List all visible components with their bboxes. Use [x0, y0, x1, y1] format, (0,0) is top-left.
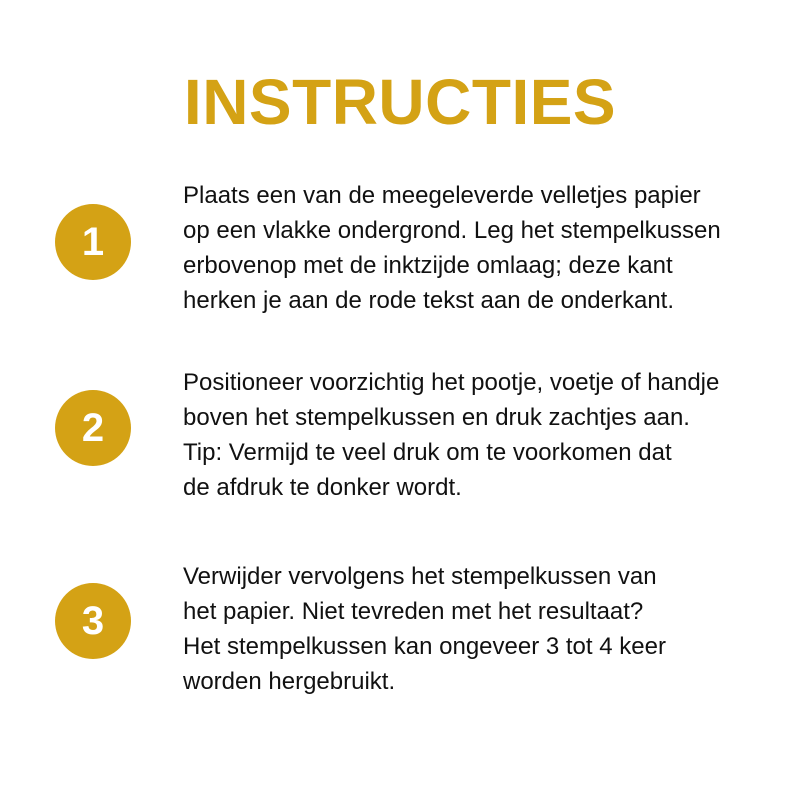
step-text-line: Het stempelkussen kan ongeveer 3 tot 4 keer — [183, 633, 666, 660]
step-number-badge: 3 — [55, 583, 131, 659]
step-description — [183, 178, 783, 318]
step-text-line: Tip: Vermijd te veel druk om te voorkomen dat — [183, 439, 672, 466]
step-description — [183, 559, 783, 699]
step-text-line: Verwijder vervolgens het stempelkussen van — [183, 563, 657, 590]
step-text-line: de afdruk te donker wordt. — [183, 474, 462, 501]
step-text-line: het papier. Niet tevreden met het resultaat? — [183, 598, 644, 625]
step-text-line: herken je aan de rode tekst aan de onderkant. — [183, 287, 675, 314]
step-text-line: op een vlakke ondergrond. Leg het stempelkussen — [183, 217, 721, 244]
step-text-line: Positioneer voorzichtig het pootje, voetje of handje — [183, 369, 720, 396]
step-text-line: Plaats een van de meegeleverde velletjes papier — [183, 182, 701, 209]
step-number-badge: 2 — [55, 390, 131, 466]
step-text-line: erbovenop met de inktzijde omlaag; deze kant — [183, 252, 673, 279]
step-text-line: worden hergebruikt. — [183, 668, 396, 695]
step-text-line: boven het stempelkussen en druk zachtjes aan. — [183, 404, 690, 431]
step-description — [183, 365, 783, 505]
page-title: INSTRUCTIES — [183, 66, 617, 138]
step-number-badge: 1 — [55, 204, 131, 280]
